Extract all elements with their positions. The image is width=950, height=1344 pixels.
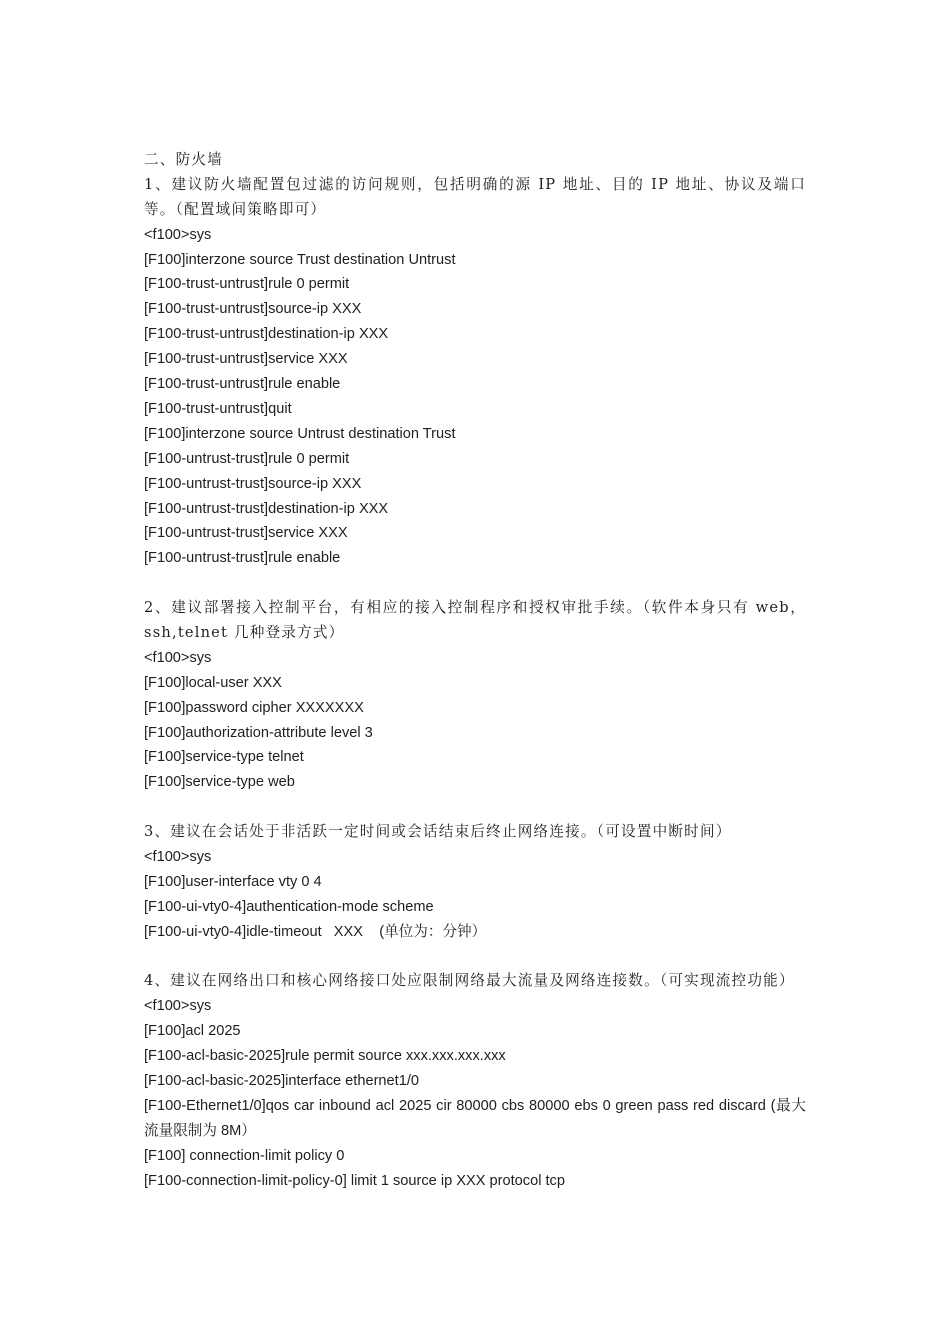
command-line: [F100-trust-untrust]rule enable	[144, 376, 341, 393]
command-line: [F100]acl 2025	[144, 1023, 241, 1040]
command-line: [F100-untrust-trust]rule 0 permit	[144, 450, 350, 467]
command-line: [F100]user-interface vty 0 4	[144, 873, 322, 890]
command-line: [F100-trust-untrust]quit	[144, 400, 292, 417]
command-line: [F100-trust-untrust]source-ip XXX	[144, 301, 362, 318]
command-line: <f100>sys	[144, 998, 212, 1015]
command-line: [F100-trust-untrust]rule 0 permit	[144, 276, 350, 293]
command-line: [F100-untrust-trust]source-ip XXX	[144, 475, 362, 492]
document-page	[144, 148, 806, 1194]
command-line: [F100]service-type web	[144, 774, 295, 791]
command-line: <f100>sys	[144, 649, 212, 666]
command-line: [F100-acl-basic-2025]interface ethernet1/0	[144, 1073, 420, 1090]
command-line: [F100-ui-vty0-4]authentication-mode scheme	[144, 898, 434, 915]
command-line: [F100] connection-limit policy 0	[144, 1147, 345, 1164]
paragraph-spacer	[144, 795, 806, 820]
command-line: <f100>sys	[144, 849, 212, 865]
command-line: [F100]interzone source Untrust destination Trust	[144, 425, 456, 442]
command-line: <f100>sys	[144, 226, 212, 243]
section-heading: 二、防火墙	[144, 151, 223, 168]
command-line: [F100-untrust-trust]destination-ip XXX	[144, 500, 389, 517]
command-line: [F100]authorization-attribute level 3	[144, 724, 373, 741]
command-line: [F100]interzone source Trust destination Untrust	[144, 251, 456, 268]
section-4-intro: 4、建议在网络出口和核心网络接口处应限制网络最大流量及网络连接数。（可实现流控功能）	[144, 972, 795, 990]
section-3-intro: 3、建议在会话处于非活跃一定时间或会话结束后终止网络连接。（可设置中断时间）	[144, 823, 732, 841]
section-2-intro: 2、建议部署接入控制平台，有相应的接入控制程序和授权审批手续。（软件本身只有 web，ssh,telnet 几种登录方式）	[144, 599, 806, 641]
command-line: [F100-Ethernet1/0]qos car inbound acl 2025 cir 80000 cbs 80000 ebs 0 green pass red discard (最大流量限制为 8M）	[144, 1097, 806, 1139]
command-line: [F100-ui-vty0-4]idle-timeout XXX (单位为：分钟）	[144, 923, 487, 940]
command-line: [F100-untrust-trust]service XXX	[144, 525, 348, 542]
section-1-intro: 1、建议防火墙配置包过滤的访问规则，包括明确的源 IP 地址、目的 IP 地址、协议及端口等。（配置域间策略即可）	[144, 175, 806, 218]
command-line: [F100-connection-limit-policy-0] limit 1 source ip XXX protocol tcp	[144, 1172, 565, 1189]
command-line: [F100-trust-untrust]destination-ip XXX	[144, 326, 389, 343]
command-line: [F100]password cipher XXXXXXX	[144, 699, 364, 716]
paragraph-spacer	[144, 945, 806, 970]
command-line: [F100-trust-untrust]service XXX	[144, 351, 348, 368]
command-line: [F100]local-user XXX	[144, 674, 282, 691]
paragraph-spacer	[144, 571, 806, 596]
command-line: [F100-untrust-trust]rule enable	[144, 550, 341, 567]
command-line: [F100]service-type telnet	[144, 749, 304, 766]
command-line: [F100-acl-basic-2025]rule permit source xxx.xxx.xxx.xxx	[144, 1048, 506, 1065]
